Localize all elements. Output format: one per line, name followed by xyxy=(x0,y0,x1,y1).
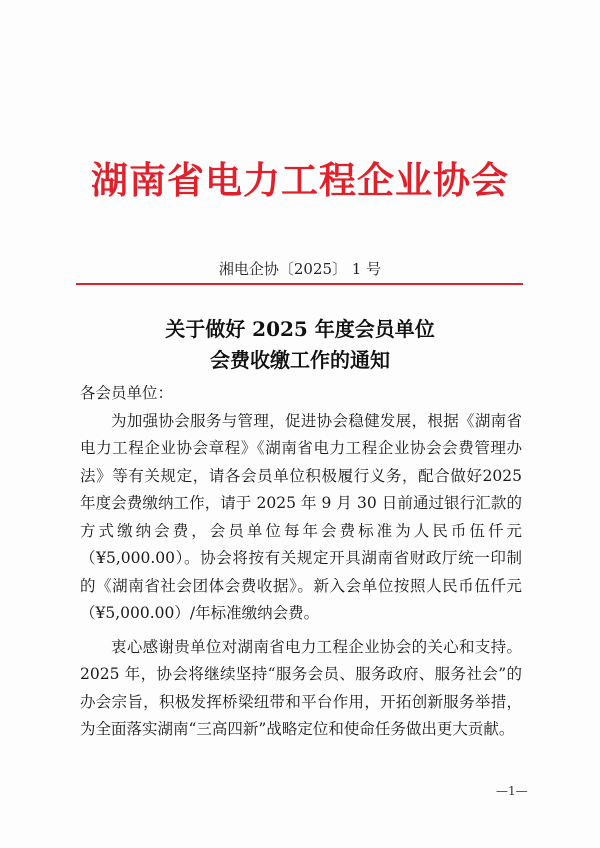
notice-body xyxy=(80,380,522,744)
salutation: 各会员单位： xyxy=(80,384,174,402)
notice-title-line-1: 关于做好 2025 年度会员单位 xyxy=(165,317,435,341)
notice-title xyxy=(0,314,600,376)
document-number: 湘电企协〔2025〕 1 号 xyxy=(218,260,382,278)
red-divider-line xyxy=(76,283,523,285)
page-number: —1— xyxy=(496,784,528,798)
body-paragraph-1: 为加强协会服务与管理，促进协会稳健发展，根据《湖南省电力工程企业协会章程》《湖南省电力工程企业协会会费管理办法》等有关规定，请各会员单位积极履行义务，配合做好2025年度会费缴纳工作，请于 2025 年 9 月 30 日前通过银行汇款的方式缴纳会费，会员单位每年会费标准为人民币伍仟元（¥5,000.00）。协会将按有关规定开具湖南省财政厅统一印制的《湖南省社会团体会费收据》。新入会单位按照人民币伍仟元（¥5,000.00）/年标准缴纳会费。 xyxy=(80,411,522,622)
body-paragraph-2: 衷心感谢贵单位对湖南省电力工程企业协会的关心和支持。2025 年，协会将继续坚持“服务会员、服务政府、服务社会”的办会宗旨，积极发挥桥梁纽带和平台作用，开拓创新服务举措，为全面落实湖南“三高四新”战略定位和使命任务做出更大贡献。 xyxy=(80,637,522,738)
notice-title-line-2: 会费收缴工作的通知 xyxy=(210,348,390,372)
organization-title: 湖南省电力工程企业协会 xyxy=(91,158,509,202)
